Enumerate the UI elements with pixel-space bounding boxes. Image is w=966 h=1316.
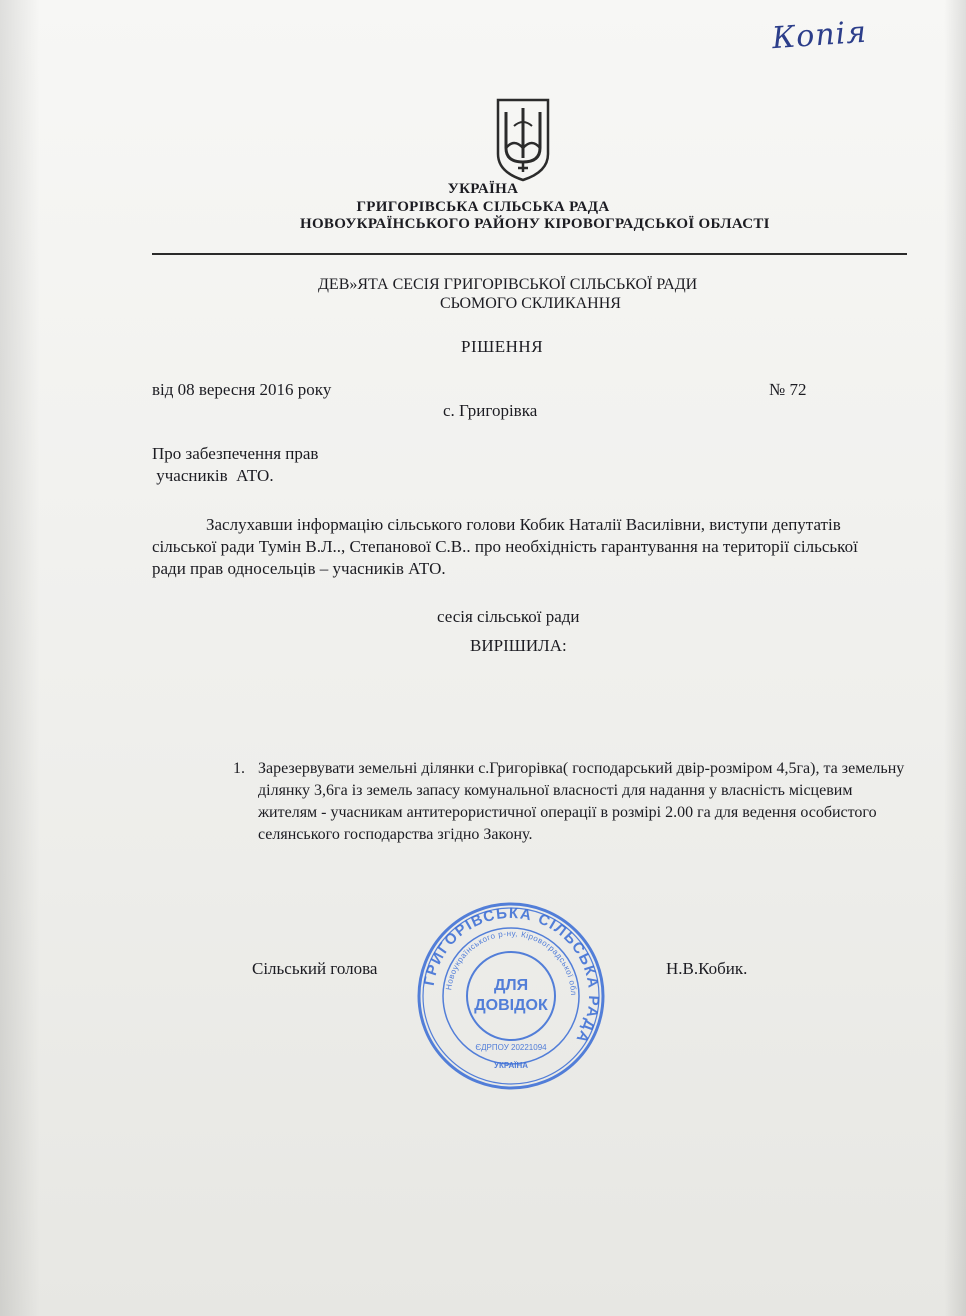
- header-divider: [152, 253, 907, 255]
- signature-position: Сільський голова: [252, 959, 378, 978]
- stamp-center-line-2: ДОВІДОК: [474, 997, 548, 1014]
- decision-place: с. Григорівка: [443, 401, 538, 420]
- preamble-paragraph: Заслухавши інформацію сільського голови Кобик Наталії Василівни, виступи депутатів сільської ради Тумін В.Л.., Степанової С.В.. про необхідність гарантування на території сільської ради прав односельців – учасників АТО.: [152, 515, 858, 578]
- list-item: [233, 758, 905, 846]
- header-district: НОВОУКРАЇНСЬКОГО РАЙОНУ КІРОВОГРАДСЬКОЇ ОБЛАСТІ: [300, 216, 770, 232]
- session-of-council: сесія сільської ради: [437, 607, 580, 626]
- subject-line-2: учасників АТО.: [152, 466, 274, 485]
- official-stamp: [415, 900, 607, 1092]
- stamp-bottom: УКРАЇНА: [493, 1061, 529, 1070]
- list-item-number: 1.: [233, 760, 245, 777]
- stamp-code: ЄДРПОУ 20221094: [475, 1043, 547, 1052]
- header-council: ГРИГОРІВСЬКА СІЛЬСЬКА РАДА: [356, 199, 610, 215]
- decision-number: № 72: [769, 380, 807, 399]
- handwritten-note: Копія: [770, 14, 869, 57]
- subject-line-1: Про забезпечення прав: [152, 444, 319, 463]
- coat-of-arms-icon: [494, 96, 552, 182]
- stamp-center-line-1: ДЛЯ: [493, 977, 529, 994]
- session-title: ДЕВ»ЯТА СЕСІЯ ГРИГОРІВСЬКОЇ СІЛЬСЬКОЇ РАДИ: [318, 276, 698, 293]
- list-item-text: Зарезервувати земельні ділянки с.Григорівка( господарський двір-розміром 4,5га), та земельну ділянку 3,6га із земель запасу комунальної власності для надання у власність місцевим жителям - учасникам антитерористичної операції в розмірі 2.00 га для ведення особистого селянського господарства згідно Закону.: [258, 760, 905, 843]
- decision-date: від 08 вересня 2016 року: [152, 380, 332, 399]
- decided-heading: ВИРІШИЛА:: [470, 636, 567, 655]
- stamp-ring-text: ГРИГОРІВСЬКА СІЛЬСЬКА РАДА: [420, 904, 603, 1047]
- document-type: РІШЕННЯ: [461, 337, 544, 356]
- stamp-inner-text: Новоукраїнського р-ну, Кіровоградської обл: [444, 928, 579, 996]
- header-country: УКРАЇНА: [447, 181, 519, 197]
- signature-name: Н.В.Кобик.: [666, 959, 748, 978]
- session-convocation: СЬОМОГО СКЛИКАННЯ: [440, 295, 621, 312]
